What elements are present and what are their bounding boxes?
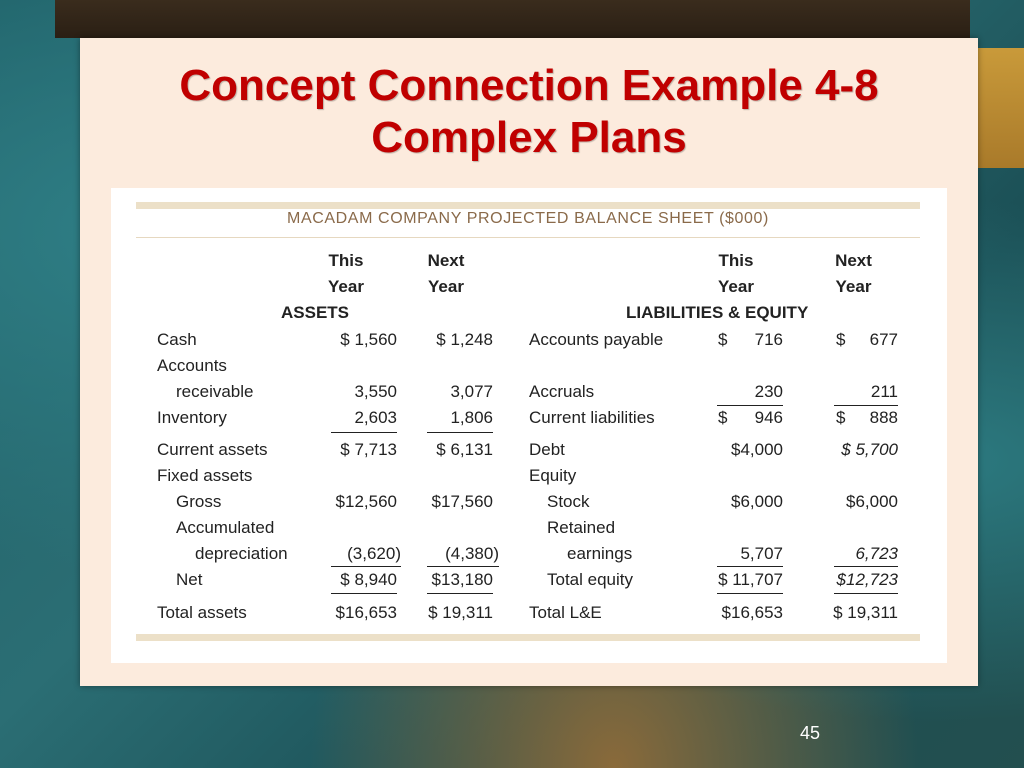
liab-label: Total L&E bbox=[529, 603, 602, 622]
asset-label: Gross bbox=[176, 492, 222, 511]
liab-next: 888 bbox=[869, 408, 898, 427]
liab-label: Accounts payable bbox=[529, 330, 664, 349]
underline bbox=[834, 405, 898, 406]
asset-this: $16,653 bbox=[335, 603, 397, 622]
asset-this: $ 7,713 bbox=[340, 440, 397, 459]
asset-this: (3,620) bbox=[347, 544, 401, 563]
liab-this: 716 bbox=[754, 330, 783, 349]
asset-label: Cash bbox=[157, 330, 197, 349]
asset-label: Accounts bbox=[157, 356, 227, 375]
title-line-2: Complex Plans bbox=[371, 113, 687, 162]
asset-next: $13,180 bbox=[431, 570, 493, 589]
balance-sheet-panel bbox=[111, 188, 947, 663]
asset-label: receivable bbox=[176, 382, 254, 401]
asset-next: $ 6,131 bbox=[436, 440, 493, 459]
title-divider bbox=[136, 237, 920, 238]
asset-label: depreciation bbox=[195, 544, 288, 563]
asset-label: Total assets bbox=[157, 603, 247, 622]
liab-label: Retained bbox=[547, 518, 616, 537]
liab-next: 677 bbox=[869, 330, 898, 349]
liab-label: Equity bbox=[529, 466, 577, 485]
liab-this: $6,000 bbox=[731, 492, 783, 511]
liab-this: 5,707 bbox=[740, 544, 783, 563]
assets-heading: ASSETS bbox=[281, 303, 350, 322]
right-decor-band bbox=[978, 48, 1024, 168]
assets-next-header-bottom: Year bbox=[428, 277, 464, 296]
asset-next: 3,077 bbox=[450, 382, 493, 401]
underline bbox=[717, 405, 783, 406]
liab-next: 6,723 bbox=[855, 544, 898, 563]
underline bbox=[834, 566, 898, 567]
asset-next: $ 1,248 bbox=[436, 330, 493, 349]
top-decor-bar bbox=[55, 0, 970, 38]
liab-label: earnings bbox=[567, 544, 633, 563]
asset-next: (4,380) bbox=[445, 544, 499, 563]
liab-label: Accruals bbox=[529, 382, 595, 401]
slide-title bbox=[80, 60, 978, 164]
title-line-1: Concept Connection Example 4-8 bbox=[179, 61, 879, 110]
liabilities-heading: LIABILITIES & EQUITY bbox=[626, 303, 809, 322]
liab-next: $ 19,311 bbox=[833, 603, 898, 622]
liab-next: 211 bbox=[870, 382, 898, 401]
balance-sheet-title: MACADAM COMPANY PROJECTED BALANCE SHEET ($000) bbox=[287, 210, 769, 227]
underline bbox=[717, 566, 783, 567]
liab-label: Current liabilities bbox=[529, 408, 655, 427]
asset-label: Accumulated bbox=[176, 518, 275, 537]
underline bbox=[331, 432, 397, 433]
liab-next: $ 5,700 bbox=[841, 440, 898, 459]
underline bbox=[717, 593, 783, 594]
assets-this-header-bottom: Year bbox=[328, 277, 364, 296]
asset-this: 3,550 bbox=[354, 382, 397, 401]
asset-this: $ 1,560 bbox=[340, 330, 397, 349]
liab-next: $12,723 bbox=[836, 570, 898, 589]
liab-this-dollar: $ bbox=[718, 408, 728, 427]
bottom-stripe bbox=[136, 634, 920, 641]
top-stripe bbox=[136, 202, 920, 209]
liab-next-dollar: $ bbox=[836, 408, 846, 427]
liab-next-header-bottom: Year bbox=[835, 277, 872, 296]
asset-next: $ 19,311 bbox=[428, 603, 493, 622]
liab-this: 946 bbox=[754, 408, 783, 427]
asset-label: Fixed assets bbox=[157, 466, 253, 485]
asset-next: $17,560 bbox=[431, 492, 493, 511]
liab-label: Debt bbox=[529, 440, 565, 459]
asset-this: $12,560 bbox=[335, 492, 397, 511]
underline bbox=[834, 593, 898, 594]
liab-label: Stock bbox=[547, 492, 590, 511]
assets-next-header-top: Next bbox=[427, 251, 465, 270]
liab-this: $4,000 bbox=[731, 440, 783, 459]
assets-this-header-top: This bbox=[328, 251, 364, 270]
liab-this-dollar: $ bbox=[718, 330, 728, 349]
page-number: 45 bbox=[799, 723, 821, 743]
liab-this-header-top: This bbox=[718, 251, 754, 270]
asset-next: 1,806 bbox=[450, 408, 493, 427]
liab-next-dollar: $ bbox=[836, 330, 846, 349]
slide bbox=[80, 38, 978, 686]
underline bbox=[427, 593, 493, 594]
liab-label: Total equity bbox=[547, 570, 633, 589]
asset-label: Inventory bbox=[157, 408, 227, 427]
asset-this: $ 8,940 bbox=[340, 570, 397, 589]
liab-next: $6,000 bbox=[846, 492, 898, 511]
underline bbox=[427, 566, 499, 567]
underline bbox=[331, 566, 401, 567]
asset-this: 2,603 bbox=[354, 408, 397, 427]
liab-this: $ 11,707 bbox=[718, 570, 783, 589]
liab-this-header-bottom: Year bbox=[718, 277, 754, 296]
underline bbox=[331, 593, 397, 594]
asset-label: Current assets bbox=[157, 440, 268, 459]
liab-this: 230 bbox=[754, 382, 783, 401]
asset-label: Net bbox=[176, 570, 203, 589]
liab-this: $16,653 bbox=[721, 603, 783, 622]
underline bbox=[427, 432, 493, 433]
liab-next-header-top: Next bbox=[835, 251, 872, 270]
